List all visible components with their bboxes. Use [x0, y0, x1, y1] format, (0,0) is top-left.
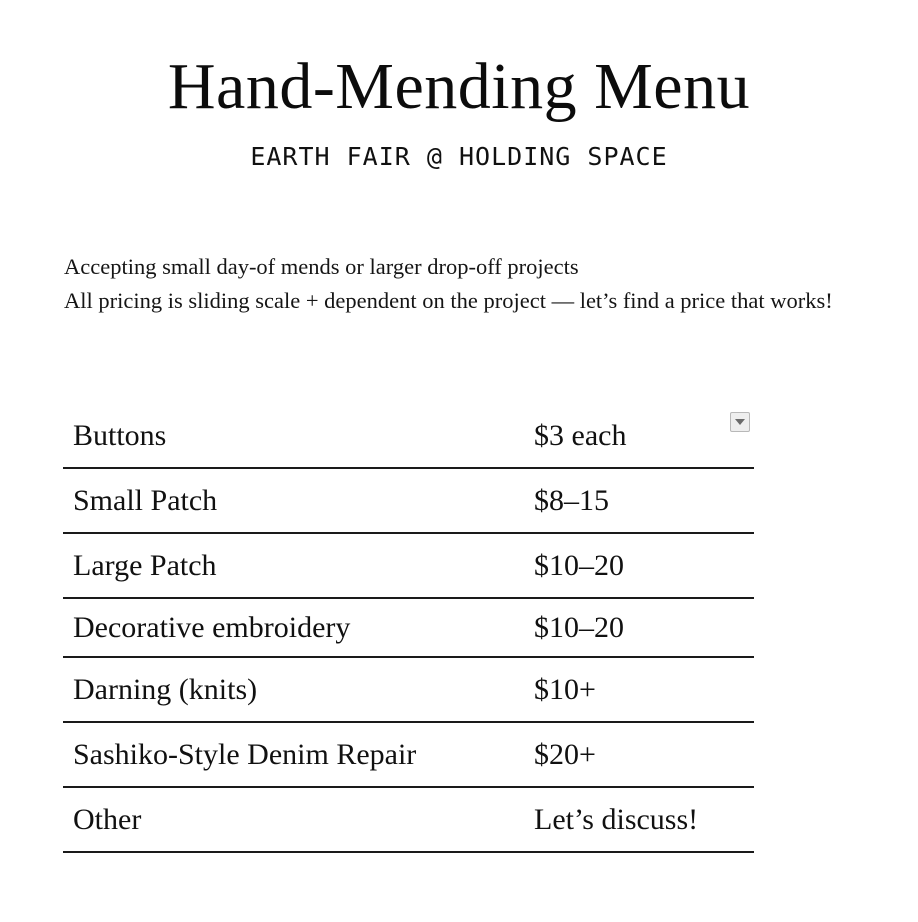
service-price: Let’s discuss! [534, 802, 699, 836]
page-subtitle: EARTH FAIR @ HOLDING SPACE [250, 142, 668, 171]
pricing-table [63, 404, 754, 853]
page-title: Hand-Mending Menu [167, 50, 751, 123]
table-row [63, 723, 754, 788]
service-price: $8–15 [534, 483, 609, 517]
service-price: $20+ [534, 737, 596, 771]
service-price: $10+ [534, 672, 596, 706]
intro-line-2: All pricing is sliding scale + dependent on the project — let’s find a price that works! [64, 288, 833, 313]
table-row [63, 404, 754, 469]
table-row [63, 658, 754, 723]
service-price: $3 each [534, 418, 627, 452]
intro-text [64, 250, 834, 318]
service-price: $10–20 [534, 610, 624, 644]
service-name: Sashiko-Style Denim Repair [73, 737, 417, 771]
intro-line-1: Accepting small day-of mends or larger drop-off projects [64, 254, 579, 279]
table-row [63, 599, 754, 658]
chevron-down-icon [735, 419, 745, 425]
service-name: Darning (knits) [73, 672, 258, 706]
table-row [63, 534, 754, 599]
service-name: Buttons [73, 418, 167, 452]
table-row [63, 469, 754, 534]
table-row [63, 788, 754, 853]
service-name: Large Patch [73, 548, 217, 582]
service-name: Decorative embroidery [73, 610, 351, 644]
service-name: Other [73, 802, 142, 836]
row-dropdown-button[interactable] [730, 412, 750, 432]
service-name: Small Patch [73, 483, 218, 517]
service-price: $10–20 [534, 548, 624, 582]
